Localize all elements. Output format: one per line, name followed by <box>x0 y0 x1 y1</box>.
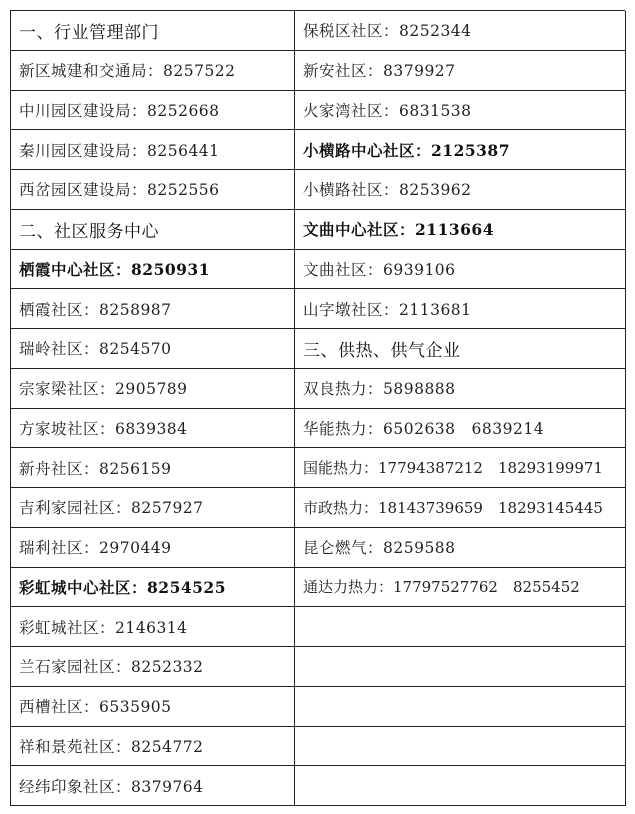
contact-entry: 新舟社区：8256159 <box>11 448 295 488</box>
contact-entry: 西槽社区：6535905 <box>11 687 295 727</box>
contact-entry: 西岔园区建设局：8252556 <box>11 170 295 210</box>
section-heading: 三、供热、供气企业 <box>295 329 626 369</box>
contact-entry: 吉利家园社区：8257927 <box>11 488 295 528</box>
contact-entry: 小横路社区：8253962 <box>295 170 626 210</box>
contact-entry: 市政热力：18143739659 18293145445 <box>295 488 626 528</box>
contact-entry: 宗家梁社区：2905789 <box>11 369 295 409</box>
contact-entry: 双良热力：5898888 <box>295 369 626 409</box>
contact-entry: 新区城建和交通局：8257522 <box>11 51 295 91</box>
contact-entry: 昆仑燃气：8259588 <box>295 528 626 568</box>
section-heading: 一、行业管理部门 <box>11 11 295 51</box>
contact-entry: 保税区社区：8252344 <box>295 11 626 51</box>
contact-entry: 栖霞中心社区：8250931 <box>11 250 295 290</box>
contact-entry: 兰石家园社区：8252332 <box>11 647 295 687</box>
contact-entry: 栖霞社区：8258987 <box>11 289 295 329</box>
contact-entry: 山字墩社区：2113681 <box>295 289 626 329</box>
contact-entry: 新安社区：8379927 <box>295 51 626 91</box>
contact-entry: 火家湾社区：6831538 <box>295 91 626 131</box>
contact-entry: 经纬印象社区：8379764 <box>11 766 295 806</box>
contact-entry: 彩虹城社区：2146314 <box>11 607 295 647</box>
empty-cell <box>295 647 626 687</box>
contact-entry: 瑞利社区：2970449 <box>11 528 295 568</box>
contact-entry: 小横路中心社区：2125387 <box>295 130 626 170</box>
contact-table <box>10 10 625 806</box>
empty-cell <box>295 607 626 647</box>
contact-entry: 国能热力：17794387212 18293199971 <box>295 448 626 488</box>
contact-entry: 文曲社区：6939106 <box>295 250 626 290</box>
empty-cell <box>295 766 626 806</box>
contact-entry: 秦川园区建设局：8256441 <box>11 130 295 170</box>
contact-entry: 文曲中心社区：2113664 <box>295 210 626 250</box>
contact-entry: 彩虹城中心社区：8254525 <box>11 568 295 608</box>
contact-entry: 祥和景苑社区：8254772 <box>11 727 295 767</box>
contact-entry: 方家坡社区：6839384 <box>11 409 295 449</box>
contact-entry: 中川园区建设局：8252668 <box>11 91 295 131</box>
empty-cell <box>295 687 626 727</box>
contact-entry: 通达力热力：17797527762 8255452 <box>295 568 626 608</box>
empty-cell <box>295 727 626 767</box>
section-heading: 二、社区服务中心 <box>11 210 295 250</box>
contact-entry: 华能热力：6502638 6839214 <box>295 409 626 449</box>
contact-entry: 瑞岭社区：8254570 <box>11 329 295 369</box>
